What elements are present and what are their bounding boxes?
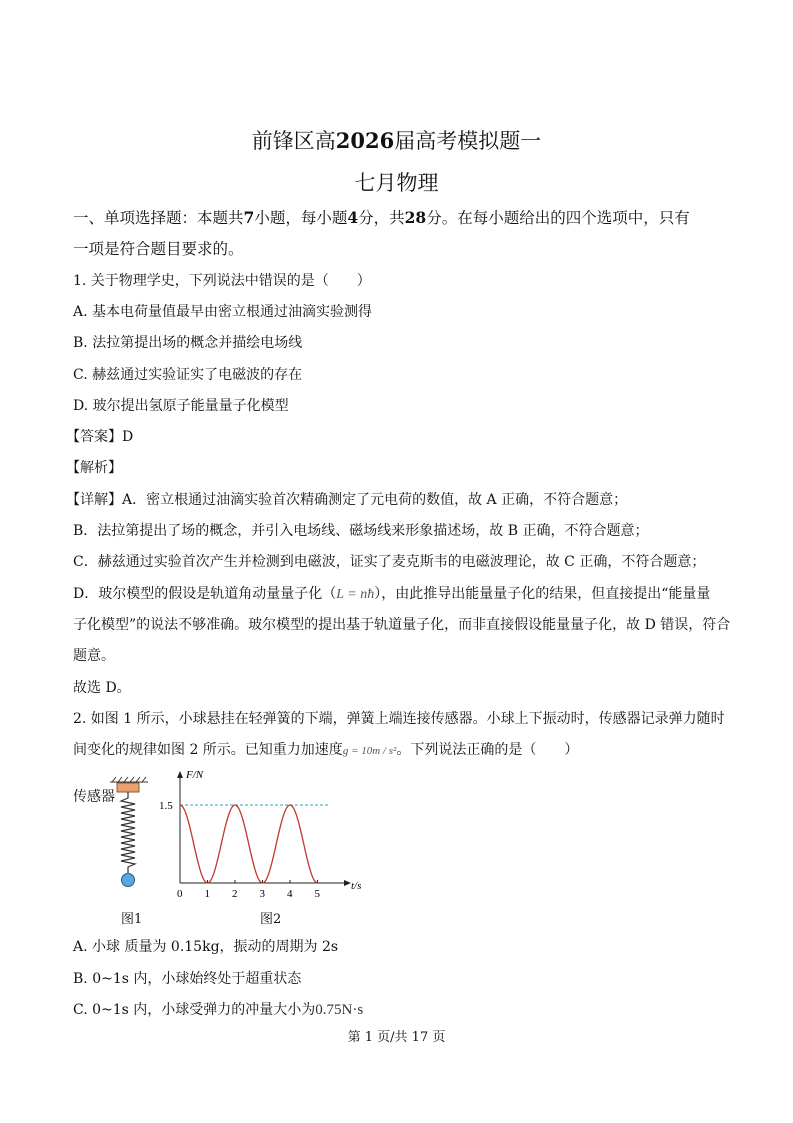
- q1-answer: 【答案】D: [66, 429, 134, 445]
- sensor-block: [117, 783, 139, 792]
- section-instructions: 一、单项选择题：本题共7小题，每小题4分，共28分。在每小题给出的四个选项中，只有: [73, 208, 690, 227]
- figure-2-force-time-graph: [150, 768, 370, 908]
- y-tick-label: 1.5: [159, 800, 173, 812]
- figure-1-caption: 图1: [121, 912, 143, 927]
- q2-option-a: A. 小球 质量为 0.15kg，振动的周期为 2s: [73, 939, 339, 955]
- q2-stem-line1: 2. 如图 1 所示，小球悬挂在轻弹簧的下端，弹簧上端连接传感器。小球上下振动时，传感器记录弹力随时: [73, 711, 725, 727]
- x-tick-label: 3: [259, 888, 265, 900]
- q1-detail-b: B．法拉第提出了场的概念，并引入电场线、磁场线来形象描述场，故 B 正确，不符合题意；: [73, 523, 649, 539]
- x-tick-label: 0: [177, 888, 183, 900]
- q1-detail-c: C．赫兹通过实验首次产生并检测到电磁波，证实了麦克斯韦的电磁波理论，故 C 正确，不符合题意；: [73, 554, 706, 570]
- x-tick-label: 2: [232, 888, 238, 900]
- x-tick-label: 1: [204, 888, 210, 900]
- figure-2-caption: 图2: [260, 912, 282, 927]
- force-curve: [180, 805, 318, 883]
- page-footer: 第 1 页/共 17 页: [347, 1030, 446, 1045]
- q1-option-c: C. 赫兹通过实验证实了电磁波的存在: [73, 367, 303, 383]
- ball: [122, 874, 135, 887]
- page-title: 前锋区高2026届高考模拟题一: [251, 128, 542, 153]
- q1-option-d: D. 玻尔提出氢原子能量量子化模型: [73, 398, 289, 414]
- y-axis-arrow: [177, 771, 183, 778]
- q1-detail-d-line2: 子化模型”的说法不够准确。玻尔模型的提出基于轨道量子化，而非直接假设能量量子化，故 D 错误，符合: [73, 617, 731, 633]
- q1-option-b: B. 法拉第提出场的概念并描绘电场线: [73, 335, 303, 351]
- impulse-value: 0.75N·s: [315, 1002, 364, 1018]
- q1-detail-d-line3: 题意。: [73, 648, 115, 664]
- q1-analysis-label: 【解析】: [66, 460, 122, 476]
- y-axis-label: F/N: [186, 769, 204, 781]
- q1-detail-d: D．玻尔模型的假设是轨道角动量量子化（L = nħ），由此推导出能量量子化的结果，但直接提出“能量量: [73, 586, 711, 602]
- q2-stem-line2: 间变化的规律如图 2 所示。已知重力加速度g = 10m / s²。下列说法正确的是（ ）: [73, 742, 579, 758]
- gravity-formula: g = 10m / s²: [342, 745, 397, 757]
- q2-option-b: B. 0~1s 内，小球始终处于超重状态: [73, 971, 302, 987]
- x-axis-label: t/s: [351, 880, 362, 892]
- x-axis-arrow: [344, 880, 351, 886]
- q1-option-a: A. 基本电荷量值最早由密立根通过油滴实验测得: [73, 304, 373, 320]
- q1-stem: 1. 关于物理学史，下列说法中错误的是（ ）: [73, 273, 371, 289]
- x-tick-label: 5: [314, 888, 320, 900]
- sensor-label: 传感器: [73, 789, 115, 805]
- page-subtitle: 七月物理: [354, 171, 439, 195]
- q2-option-c: C. 0~1s 内，小球受弹力的冲量大小为0.75N·s: [73, 1002, 364, 1018]
- section-instructions-line2: 一项是符合题目要求的。: [73, 240, 244, 258]
- angular-momentum-formula: L = nħ: [336, 587, 375, 602]
- spring-coil: [121, 792, 135, 873]
- q1-detail-a: 【详解】A．密立根通过油滴实验首次精确测定了元电荷的数值，故 A 正确，不符合题意；: [66, 492, 628, 508]
- x-tick-label: 4: [287, 888, 293, 900]
- q1-conclusion: 故选 D。: [73, 680, 131, 696]
